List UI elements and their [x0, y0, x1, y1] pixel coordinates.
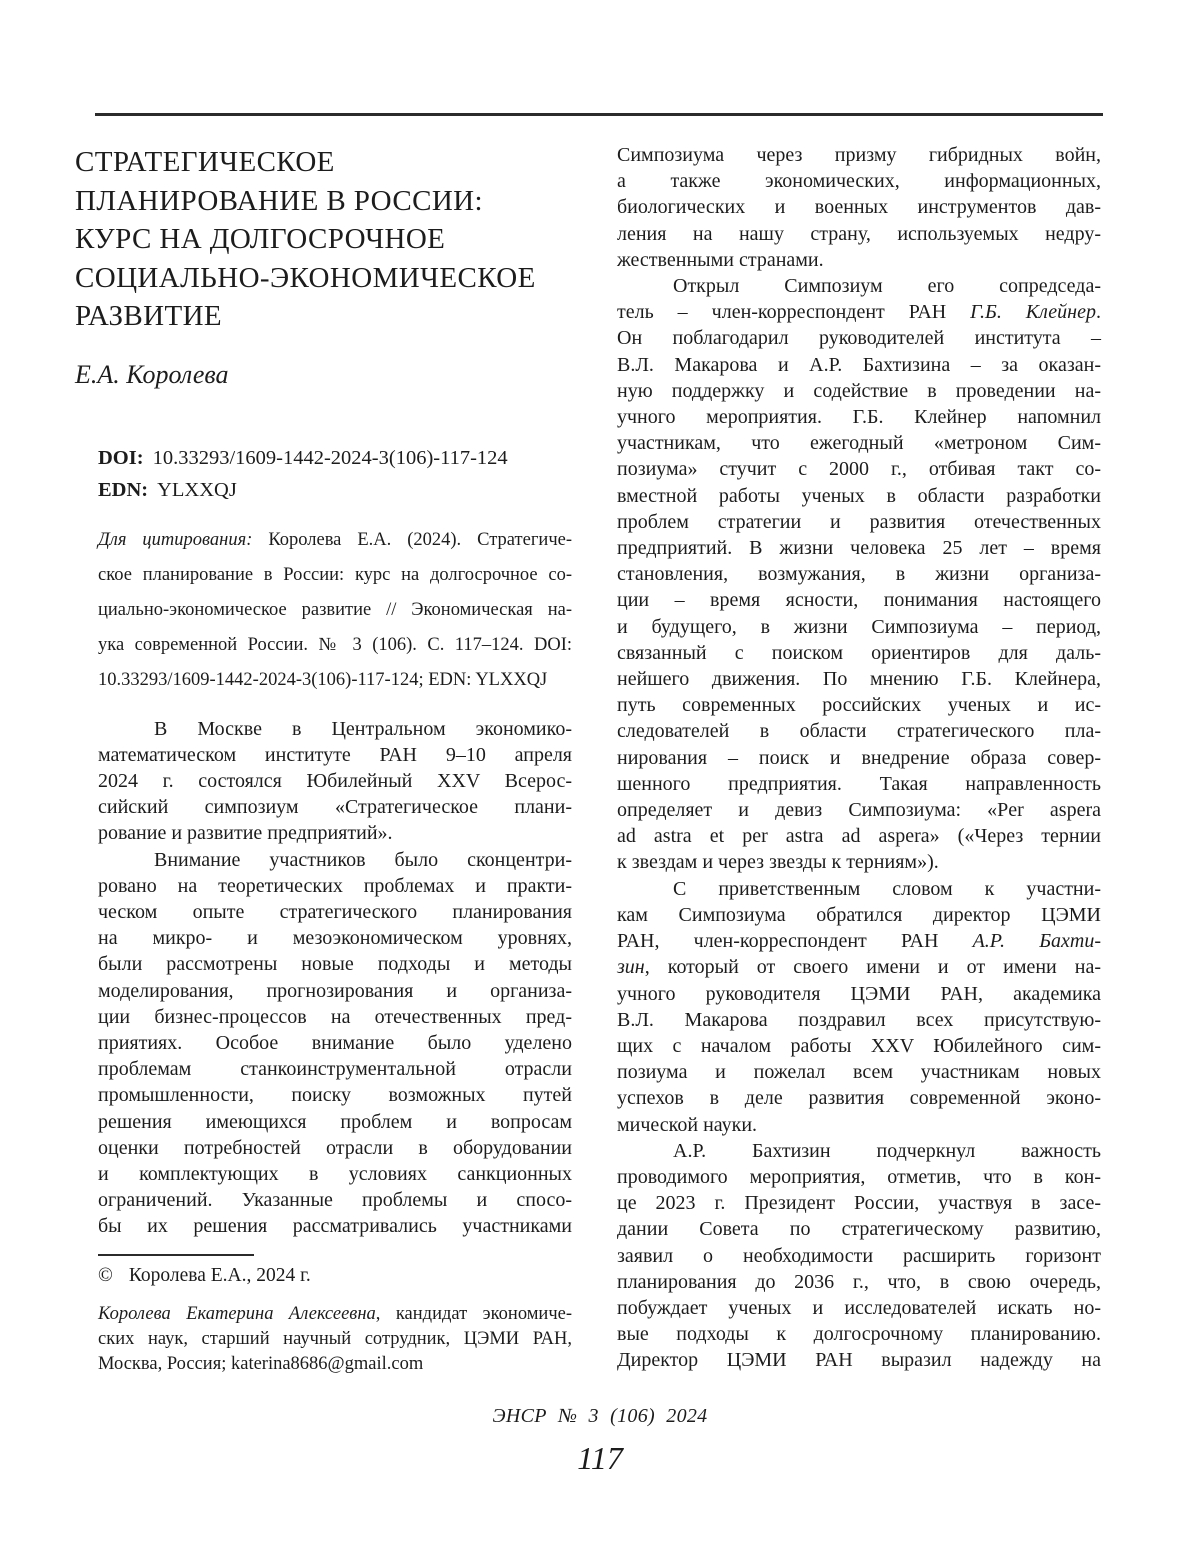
text-line: решения имеющихся проблем и вопросам — [98, 1110, 572, 1133]
text-line: были рассмотрены новые подходы и методы — [98, 953, 572, 976]
text-line: ции бизнес-процессов на отечественных пред- — [98, 1005, 572, 1028]
text-line: шенного предприятия. Такая направленность — [617, 772, 1101, 795]
article-identifiers — [98, 442, 572, 506]
text-line: В.Л. Макарова и А.Р. Бахтизина – за оказан- — [617, 353, 1101, 376]
text-line: планирования до 2036 г., что, в свою очередь, — [617, 1270, 1101, 1293]
text-line: сийский симпозиум «Стратегическое плани- — [98, 796, 572, 819]
copyright-symbol: © — [98, 1264, 113, 1286]
journal-issue-line: ЭНСР № 3 (106) 2024 — [492, 1405, 708, 1427]
text-line: и комплектующих в условиях санкционных — [98, 1162, 572, 1185]
text-line: Открыл Симпозиум его сопредседа- — [673, 275, 1101, 298]
text-line: связанный с поиском ориентиров для даль- — [617, 641, 1101, 664]
text-line: бы их решения рассматривались участниками — [98, 1215, 572, 1238]
text-line: Внимание участников было сконцентри- — [154, 848, 572, 871]
text-line: определяет и девиз Симпозиума: «Per aspera — [617, 799, 1101, 822]
edn-value: YLXXQJ — [157, 478, 237, 501]
text-line: позиума» стучит с 2000 г., отбивая такт со- — [617, 458, 1101, 481]
text-line: ции – время ясности, понимания настоящего — [617, 589, 1101, 612]
text-line: тель – член-корреспондент РАН Г.Б. Клейнер. — [617, 301, 1101, 324]
text-line: предприятий. В жизни человека 25 лет – время — [617, 537, 1101, 560]
italic-text: Для цитирования: — [98, 529, 253, 550]
title-line: КУРС НА ДОЛГОСРОЧНОЕ — [75, 223, 446, 255]
left-column — [75, 143, 572, 1377]
paragraph — [617, 1138, 1101, 1374]
text-line: позиума и пожелал всем участникам новых — [617, 1061, 1101, 1084]
left-body-text — [98, 716, 572, 1240]
paragraph — [98, 523, 572, 698]
title-line: ПЛАНИРОВАНИЕ В РОССИИ: — [75, 184, 483, 217]
edn-row — [98, 474, 572, 506]
text-line: ских наук, старший научный сотрудник, ЦЭМИ РАН, — [98, 1328, 572, 1349]
article-title — [75, 143, 572, 336]
text-line: В Москве в Центральном экономико- — [154, 717, 572, 740]
footnote-block — [98, 1254, 572, 1377]
text-line: оценки потребностей отрасли в оборудовании — [98, 1136, 572, 1159]
text-line: Он поблагодарил руководителей института – — [617, 327, 1101, 350]
copyright-text: Королева Е.А., 2024 г. — [128, 1264, 311, 1286]
text-line: проблемам станкоинструментальной отрасли — [98, 1058, 572, 1081]
text-line: вые подходы к долгосрочному планированию. — [617, 1323, 1101, 1346]
edn-label: EDN: — [98, 478, 149, 501]
text-line: щих с началом работы XXV Юбилейного сим- — [617, 1034, 1101, 1057]
text-line: рование и развитие предприятий». — [98, 822, 393, 845]
copyright-line — [98, 1263, 572, 1289]
header-rule — [95, 113, 1103, 116]
text-line: заявил о необходимости расширить горизонт — [617, 1244, 1101, 1267]
text-line: путь современных российских ученых и ис- — [617, 694, 1101, 717]
text-line: участникам, что ежегодный «метроном Сим- — [617, 432, 1101, 455]
text-line: Королева Екатерина Алексеевна, кандидат экономиче- — [98, 1303, 572, 1324]
italic-text: А.Р. Бахти- — [972, 930, 1101, 953]
text-line: циально-экономическое развитие // Экономическая на- — [98, 599, 572, 620]
title-line: СОЦИАЛЬНО-ЭКОНОМИЧЕСКОЕ — [75, 261, 536, 294]
paragraph — [617, 876, 1101, 1138]
paragraph — [98, 1302, 572, 1377]
italic-text: Г.Б. Клейнер — [970, 301, 1096, 324]
text-line: дании Совета по стратегическому развитию, — [617, 1218, 1101, 1241]
text-line: В.Л. Макарова поздравил всех присутствую- — [617, 1008, 1101, 1031]
text-line: ука современной России. № 3 (106). С. 117–124. DOI: — [98, 634, 572, 655]
paragraph — [617, 142, 1101, 273]
text-line: мической науки. — [617, 1113, 758, 1136]
italic-text: зин — [617, 956, 645, 979]
text-line: к звездам и через звезды к терниям»). — [617, 851, 939, 874]
text-line: зин, который от своего имени и от имени на- — [617, 956, 1101, 979]
doi-label: DOI: — [98, 446, 144, 469]
paragraph — [617, 273, 1101, 876]
text-line: Для цитирования: Королева Е.А. (2024). Стратегиче- — [98, 529, 572, 550]
text-line: на микро- и мезоэкономическом уровнях, — [98, 927, 572, 950]
right-column — [617, 142, 1101, 1374]
text-line: ления на нашу страну, используемых недру- — [617, 222, 1101, 245]
title-line: СТРАТЕГИЧЕСКОЕ — [75, 146, 335, 178]
page-number: 117 — [577, 1440, 623, 1476]
text-line: 10.33293/1609-1442-2024-3(106)-117-124; EDN: YLXXQJ — [98, 669, 548, 690]
text-line: це 2023 г. Президент России, участвуя в засе- — [617, 1192, 1101, 1215]
text-line: ческом опыте стратегического планирования — [98, 900, 572, 923]
text-line: С приветственным словом к участни- — [673, 877, 1101, 900]
text-line: становления, возмужания, в жизни организа- — [617, 563, 1101, 586]
text-line: Симпозиума через призму гибридных войн, — [617, 144, 1101, 166]
footnote-rule — [98, 1254, 254, 1256]
text-line: кам Симпозиума обратился директор ЦЭМИ — [617, 903, 1101, 926]
doi-value: 10.33293/1609-1442-2024-3(106)-117-124 — [152, 446, 508, 469]
paragraph — [98, 847, 572, 1240]
text-line: жественными странами. — [617, 248, 824, 271]
text-line: успехов в деле развития современной эконо- — [617, 1087, 1101, 1110]
citation-block — [98, 523, 572, 698]
text-line: побуждает ученых и исследователей искать но- — [617, 1296, 1101, 1319]
text-line: ровано на теоретических проблемах и практи- — [98, 874, 572, 897]
text-line: моделирования, прогнозирования и организа- — [98, 979, 572, 1002]
text-line: ad astra et per astra ad aspera» («Через тернии — [617, 825, 1101, 848]
italic-text: Королева Екатерина Алексеевна — [98, 1303, 376, 1324]
text-line: А.Р. Бахтизин подчеркнул важность — [673, 1139, 1101, 1162]
text-line: нирования – поиск и внедрение образа совер- — [617, 746, 1101, 769]
text-line: промышленности, поиску возможных путей — [98, 1084, 572, 1107]
doi-row — [98, 442, 572, 474]
text-line: Москва, Россия; katerina8686@gmail.com — [98, 1353, 424, 1374]
author-bio — [98, 1302, 572, 1377]
text-line: и будущего, в жизни Симпозиума – период, — [617, 615, 1101, 638]
paragraph — [98, 716, 572, 847]
text-line: учного руководителя ЦЭМИ РАН, академика — [617, 982, 1101, 1005]
text-line: проводимого мероприятия, отметив, что в кон- — [617, 1165, 1101, 1188]
text-line: ную поддержку и содействие в проведении на- — [617, 379, 1101, 402]
text-line: следователей в области стратегического пла- — [617, 720, 1101, 743]
author-name: Е.А. Королева — [75, 359, 229, 389]
text-line: РАН, член-корреспондент РАН А.Р. Бахти- — [617, 930, 1101, 953]
text-line: ограничений. Указанные проблемы и спосо- — [98, 1189, 572, 1212]
text-line: проблем стратегии и развития отечественных — [617, 510, 1101, 533]
text-line: приятиях. Особое внимание было уделено — [98, 1031, 572, 1054]
text-line: учного мероприятия. Г.Б. Клейнер напомнил — [617, 406, 1101, 429]
title-line: РАЗВИТИЕ — [75, 300, 223, 332]
text-line: биологических и военных инструментов дав- — [617, 196, 1101, 219]
text-line: ское планирование в России: курс на долгосрочное со- — [98, 564, 572, 585]
text-line: математическом институте РАН 9–10 апреля — [98, 743, 572, 766]
text-line: вместной работы ученых в области разработки — [617, 484, 1101, 507]
text-line: нейшего движения. По мнению Г.Б. Клейнера, — [617, 668, 1101, 691]
text-line: а также экономических, информационных, — [617, 170, 1101, 193]
text-line: 2024 г. состоялся Юбилейный XXV Всерос- — [98, 769, 572, 792]
text-line: Директор ЦЭМИ РАН выразил надежду на — [617, 1349, 1101, 1372]
